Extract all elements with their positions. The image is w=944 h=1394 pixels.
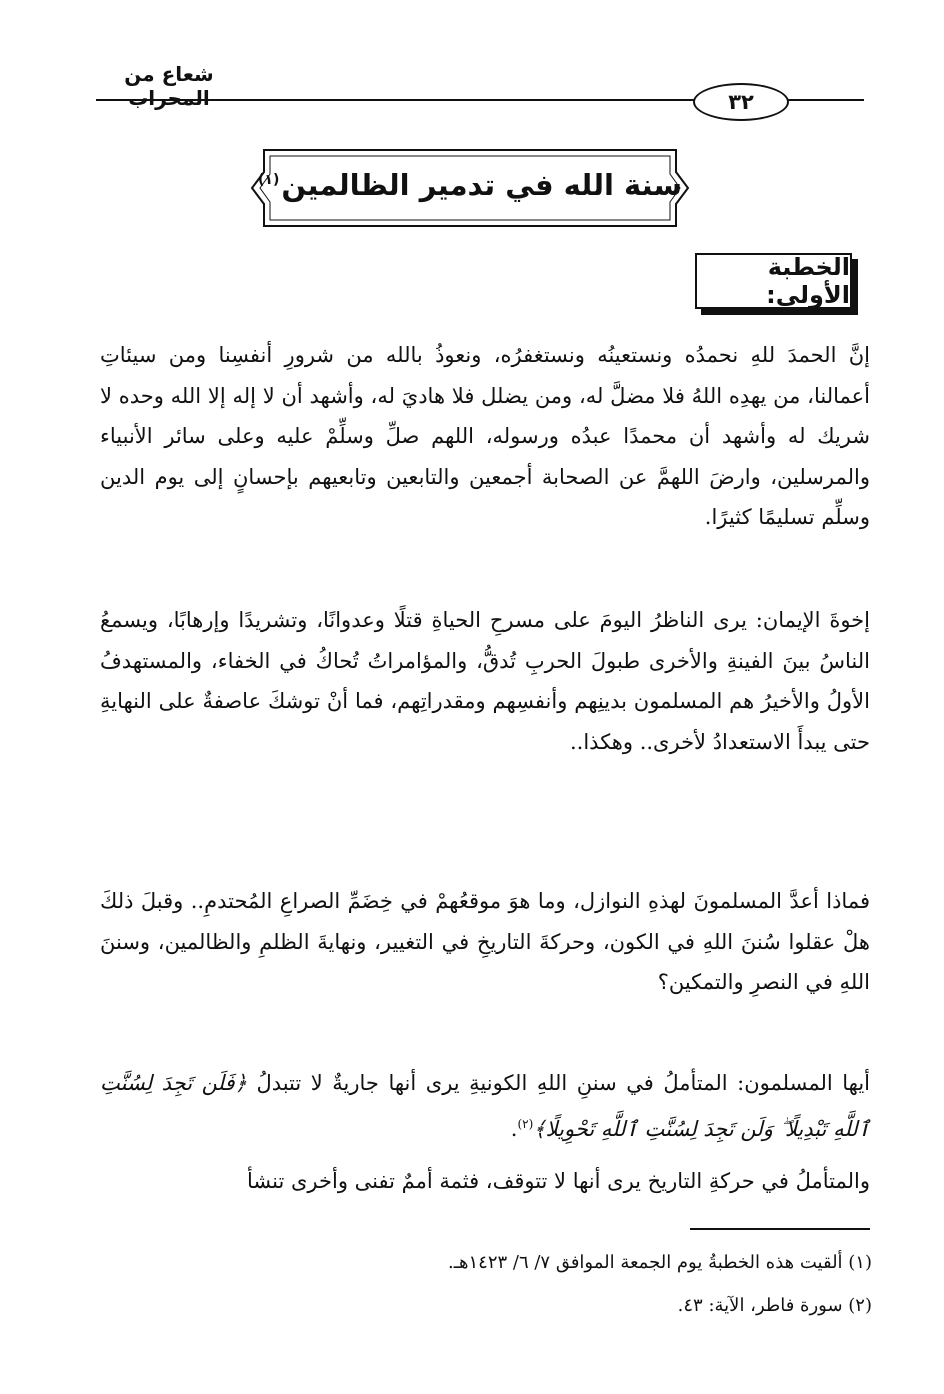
section-heading: الخطبة الأولى: (695, 253, 852, 309)
footnote-separator (690, 1228, 870, 1230)
chapter-title (250, 168, 690, 202)
paragraph-opening: إنَّ الحمدَ للهِ نحمدُه ونستعينُه ونستغفرُه، ونعوذُ بالله من شرورِ أنفسِنا ومن سيئاتِ أعمالنا، من يهدِه اللهُ فلا مضلَّ له، ومن يضلل فلا هاديَ له، وأشهد أن لا إله إلا الله وحده لا شريك له وأشهد أن محمدًا عبدُه ورسوله، اللهم صلِّ وسلِّمْ عليه وعلى سائر الأنبياء والمرسلين، وارضَ اللهمَّ عن الصحابة أجمعين والتابعين وتابعيهم بإحسانٍ إلى يوم الدين وسلِّم تسليمًا كثيرًا. (100, 343, 870, 529)
footnote-1: (١) ألقيت هذه الخطبةُ يوم الجمعة الموافق ٧/ ٦/ ١٤٢٣هـ. (447, 1252, 872, 1273)
paragraph-questions: فماذا أعدَّ المسلمونَ لهذهِ النوازل، وما هوَ موقعُهمْ في خِضَمِّ الصراعِ المُحتدمِ.. وقبلَ ذلكَ هلْ عقلوا سُننَ اللهِ في الكون، وحركةَ التاريخِ في التغيير، ونهايةَ الظلمِ والظالمين، وسننَ اللهِ في النصرِ والتمكين؟ (100, 889, 870, 994)
page-number: ٣٢ (693, 83, 789, 121)
running-title: شعاع من المحراب (124, 62, 214, 110)
footnote-2: (٢) سورة فاطر، الآية: ٤٣. (677, 1295, 872, 1316)
chapter-title-text: سنة الله في تدمير الظالمين (281, 168, 682, 202)
paragraph-brothers-of-faith: إخوةَ الإيمان: يرى الناظرُ اليومَ على مسرحِ الحياةِ قتلًا وعدوانًا، وتشريدًا وإرهابًا، ويسمعُ الناسُ بينَ الفينةِ والأخرى طبولَ الحربِ تُدقُّ، والمؤامراتُ تُحاكُ في الخفاء، والمستهدفُ الأولُ والأخيرُ هم المسلمون بدينِهم وأنفسِهم ومقدراتِهم، فما أنْ توشكَ عاصفةٌ على النهايةِ حتى يبدأَ الاستعدادُ لأخرى.. وهكذا.. (100, 608, 870, 754)
quran-verse: ﴿فَلَن تَجِدَ لِسُنَّتِ ٱللَّهِ تَبْدِيلًا ۖ وَلَن تَجِدَ لِسُنَّتِ ٱللَّهِ تَحْوِيلًا﴾ (100, 1071, 870, 1141)
paragraph-history: والمتأملُ في حركةِ التاريخ يرى أنها لا تتوقف، فثمة أممٌ تفنى وأخرى تنشأ (246, 1169, 870, 1193)
verse-footnote-marker: (٢) (517, 1116, 534, 1131)
paragraph-divine-laws (100, 1063, 870, 1149)
chapter-footnote-marker: (١) (258, 172, 280, 189)
chapter-title-frame (250, 148, 690, 228)
paragraph-end-dot: . (510, 1116, 518, 1141)
paragraph-divine-laws-text: أيها المسلمون: المتأملُ في سننِ اللهِ الكونيةِ يرى أنها جاريةٌ لا تتبدلُ (256, 1071, 870, 1095)
